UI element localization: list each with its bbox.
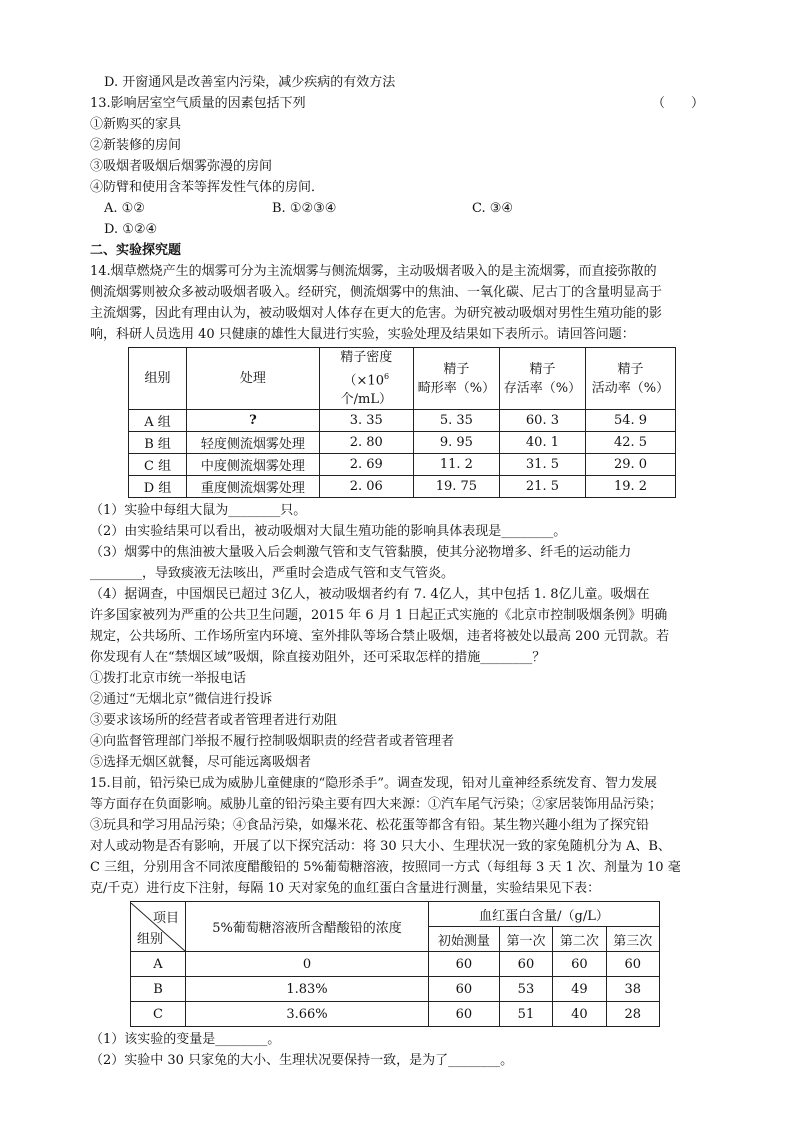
cell: 60 [429, 977, 500, 1002]
col-third: 第三次 [606, 927, 659, 952]
q14-sub-3b: ________，导致痰液无法咳出，严重时会造成气管和支气管炎。 [90, 566, 455, 582]
corner-cell [131, 902, 186, 952]
cell: 5. 35 [413, 410, 499, 432]
q13-text: 13.影响居室空气质量的因素包括下列 [90, 96, 306, 111]
col-hemoglobin: 血红蛋白含量/（g/L） [429, 902, 660, 927]
cell: 19. 2 [585, 476, 675, 498]
q13-item-4: ④防臂和使用含苯等挥发性气体的房间． [90, 180, 325, 195]
table-row [129, 432, 676, 454]
cell: 38 [606, 977, 659, 1002]
q14-sub-4d: 你发现有人在“禁烟区域”吸烟，除直接劝阻外，还可采取怎样的措施________？ [90, 650, 546, 666]
cell: A [131, 952, 186, 977]
q14-intro-1: 14.烟草燃烧产生的烟雾可分为主流烟雾与侧流烟雾，主动吸烟者吸入的是主流烟雾，而直接弥散的 [90, 264, 657, 279]
table-row [131, 977, 660, 1002]
cell: 60 [429, 952, 500, 977]
cell: 11. 2 [413, 454, 499, 476]
col-second: 第二次 [553, 927, 606, 952]
col-sperm-density: 精子密度 （$\times 10^6$个/mL） [319, 348, 413, 410]
q12-option-d: D. 开窗通风是改善室内污染，减少疾病的有效方法 [104, 75, 396, 90]
cell: 1.83% [186, 977, 429, 1002]
q14-measure-2: ②通过“无烟北京”微信进行投诉 [90, 692, 273, 708]
q15-intro-1: 15.目前，铅污染已成为威胁儿童健康的“隐形杀手”。调查发现，铅对儿童神经系统发育、智力发展 [90, 776, 657, 792]
q14-measure-3: ③要求该场所的经营者或者管理者进行劝阻 [90, 713, 338, 729]
cell: 28 [606, 1002, 659, 1027]
q14-sub-1: （1）实验中每组大鼠为________只。 [90, 503, 307, 519]
cell: B 组 [129, 432, 187, 454]
q13-option-b: B. ①②③④ [272, 201, 337, 216]
cell: C [131, 1002, 186, 1027]
section-title: 二、实验探究题 [90, 243, 182, 258]
worksheet-page [90, 72, 710, 1071]
table-row [129, 454, 676, 476]
col-activity-rate: 精子 活动率（%） [585, 348, 675, 410]
col-survival-rate: 精子 存活率（%） [499, 348, 585, 410]
cell: 60 [429, 1002, 500, 1027]
cell: 60 [499, 952, 552, 977]
cell: 40 [553, 1002, 606, 1027]
q14-sub-4b: 许多国家被列为严重的公共卫生问题，2015 年 6 月 1 日起正式实施的《北京市控制吸烟条例》明确 [90, 608, 668, 624]
col-lead-concentration: 5%葡萄糖溶液所含醋酸铅的浓度 [186, 902, 429, 952]
table-row [129, 476, 676, 498]
cell: 9. 95 [413, 432, 499, 454]
q14-intro-3: 主流烟雾，因此有理由认为，被动吸烟对人体存在更大的危害。为研究被动吸烟对男性生殖功能的影 [90, 306, 663, 321]
cell: ? [187, 410, 320, 432]
cell: 49 [553, 977, 606, 1002]
col-deformity-rate: 精子 畸形率（%） [413, 348, 499, 410]
col-treatment: 处理 [187, 348, 320, 410]
corner-bottom-label: 组别 [137, 931, 164, 947]
q14-measure-4: ④向监督管理部门举报不履行控制吸烟职责的经营者或者管理者 [90, 734, 455, 750]
q14-sub-4a: （4）据调查，中国烟民已超过 3亿人，被动吸烟者约有 7. 4亿人，其中包括 1. 8亿儿童。吸烟在 [90, 587, 650, 603]
cell: 54. 9 [585, 410, 675, 432]
q15-sub-2: （2）实验中 30 只家兔的大小、生理状况要保持一致，是为了________。 [90, 1053, 514, 1069]
q15-intro-3: ③玩具和学习用品污染；④食品污染，如爆米花、松花蛋等都含有铅。某生物兴趣小组为了探究铅 [90, 818, 650, 834]
cell: 重度侧流烟雾处理 [187, 476, 320, 498]
rat-experiment-table [128, 347, 676, 498]
q14-measure-5: ⑤选择无烟区就餐，尽可能远离吸烟者 [90, 755, 312, 771]
cell: D 组 [129, 476, 187, 498]
cell: 51 [499, 1002, 552, 1027]
table-header-row [129, 348, 676, 410]
q14-sub-3a: （3）烟雾中的焦油被大量吸入后会刺激气管和支气管黏膜，使其分泌物增多、纤毛的运动能力 [90, 545, 632, 561]
cell: 40. 1 [499, 432, 585, 454]
col-group: 组别 [129, 348, 187, 410]
cell: 3.66% [186, 1002, 429, 1027]
q14-sub-4c: 规定，公共场所、工作场所室内环境、室外排队等场合禁止吸烟，违者将被处以最高 200 元罚款。若 [90, 629, 670, 645]
cell: 53 [499, 977, 552, 1002]
q13-option-d: D. ①②④ [104, 222, 158, 237]
table-row [131, 1002, 660, 1027]
cell: 中度侧流烟雾处理 [187, 454, 320, 476]
cell: B [131, 977, 186, 1002]
corner-top-label: 项目 [152, 910, 179, 926]
rabbit-lead-table [130, 901, 660, 1027]
q15-sub-1: （1）该实验的变量是________。 [90, 1032, 281, 1048]
cell: 60. 3 [499, 410, 585, 432]
cell: 29. 0 [585, 454, 675, 476]
table-row [131, 952, 660, 977]
q14-measure-1: ①拨打北京市统一举报电话 [90, 671, 247, 687]
col-first: 第一次 [499, 927, 552, 952]
cell: 3. 35 [319, 410, 413, 432]
cell: 2. 06 [319, 476, 413, 498]
table-row [129, 410, 676, 432]
q13-option-c: C. ③④ [472, 201, 514, 216]
q14-intro-2: 侧流烟雾则被众多被动吸烟者吸入。经研究，侧流烟雾中的焦油、一氧化碳、尼古丁的含量明显高于 [90, 285, 663, 300]
q14-sub-2: （2）由实验结果可以看出，被动吸烟对大鼠生殖功能的影响具体表现是________。 [90, 524, 567, 540]
q13-options [90, 198, 710, 219]
q14-intro-4: 响，科研人员选用 40 只健康的雄性大鼠进行实验，实验处理及结果如下表所示。请回答问题： [90, 327, 635, 342]
q13-item-3: ③吸烟者吸烟后烟雾弥漫的房间 [90, 159, 273, 174]
table-header-row [131, 902, 660, 927]
cell: 60 [553, 952, 606, 977]
cell: 42. 5 [585, 432, 675, 454]
cell: A 组 [129, 410, 187, 432]
q13-stem [90, 93, 710, 114]
cell: 21. 5 [499, 476, 585, 498]
col-initial: 初始测量 [429, 927, 500, 952]
q15-intro-4: 对人或动物是否有影响，开展了以下探究活动：将 30 只大小、生理状况一致的家兔随机分为 A、B、 [90, 839, 671, 855]
cell: 31. 5 [499, 454, 585, 476]
cell: 2. 69 [319, 454, 413, 476]
q13-answer-paren: （ ） [651, 96, 704, 111]
cell: 60 [606, 952, 659, 977]
q13-item-1: ①新购买的家具 [90, 117, 182, 132]
q13-item-2: ②新装修的房间 [90, 138, 182, 153]
q15-intro-6: 克/千克）进行皮下注射，每隔 10 天对家兔的血红蛋白含量进行测量，实验结果见下表： [90, 881, 601, 897]
cell: 2. 80 [319, 432, 413, 454]
q13-option-a: A. ①② [104, 201, 145, 216]
cell: 0 [186, 952, 429, 977]
q15-intro-2: 等方面存在负面影响。威胁儿童的铅污染主要有四大来源：①汽车尾气污染；②家居装饰用品污染； [90, 797, 663, 813]
cell: C 组 [129, 454, 187, 476]
q15-intro-5: C 三组，分别用含不同浓度醋酸铅的 5%葡萄糖溶液，按照同一方式（每组每 3 天 1 次、剂量为 10 毫 [90, 860, 681, 876]
cell: 轻度侧流烟雾处理 [187, 432, 320, 454]
cell: 19. 75 [413, 476, 499, 498]
